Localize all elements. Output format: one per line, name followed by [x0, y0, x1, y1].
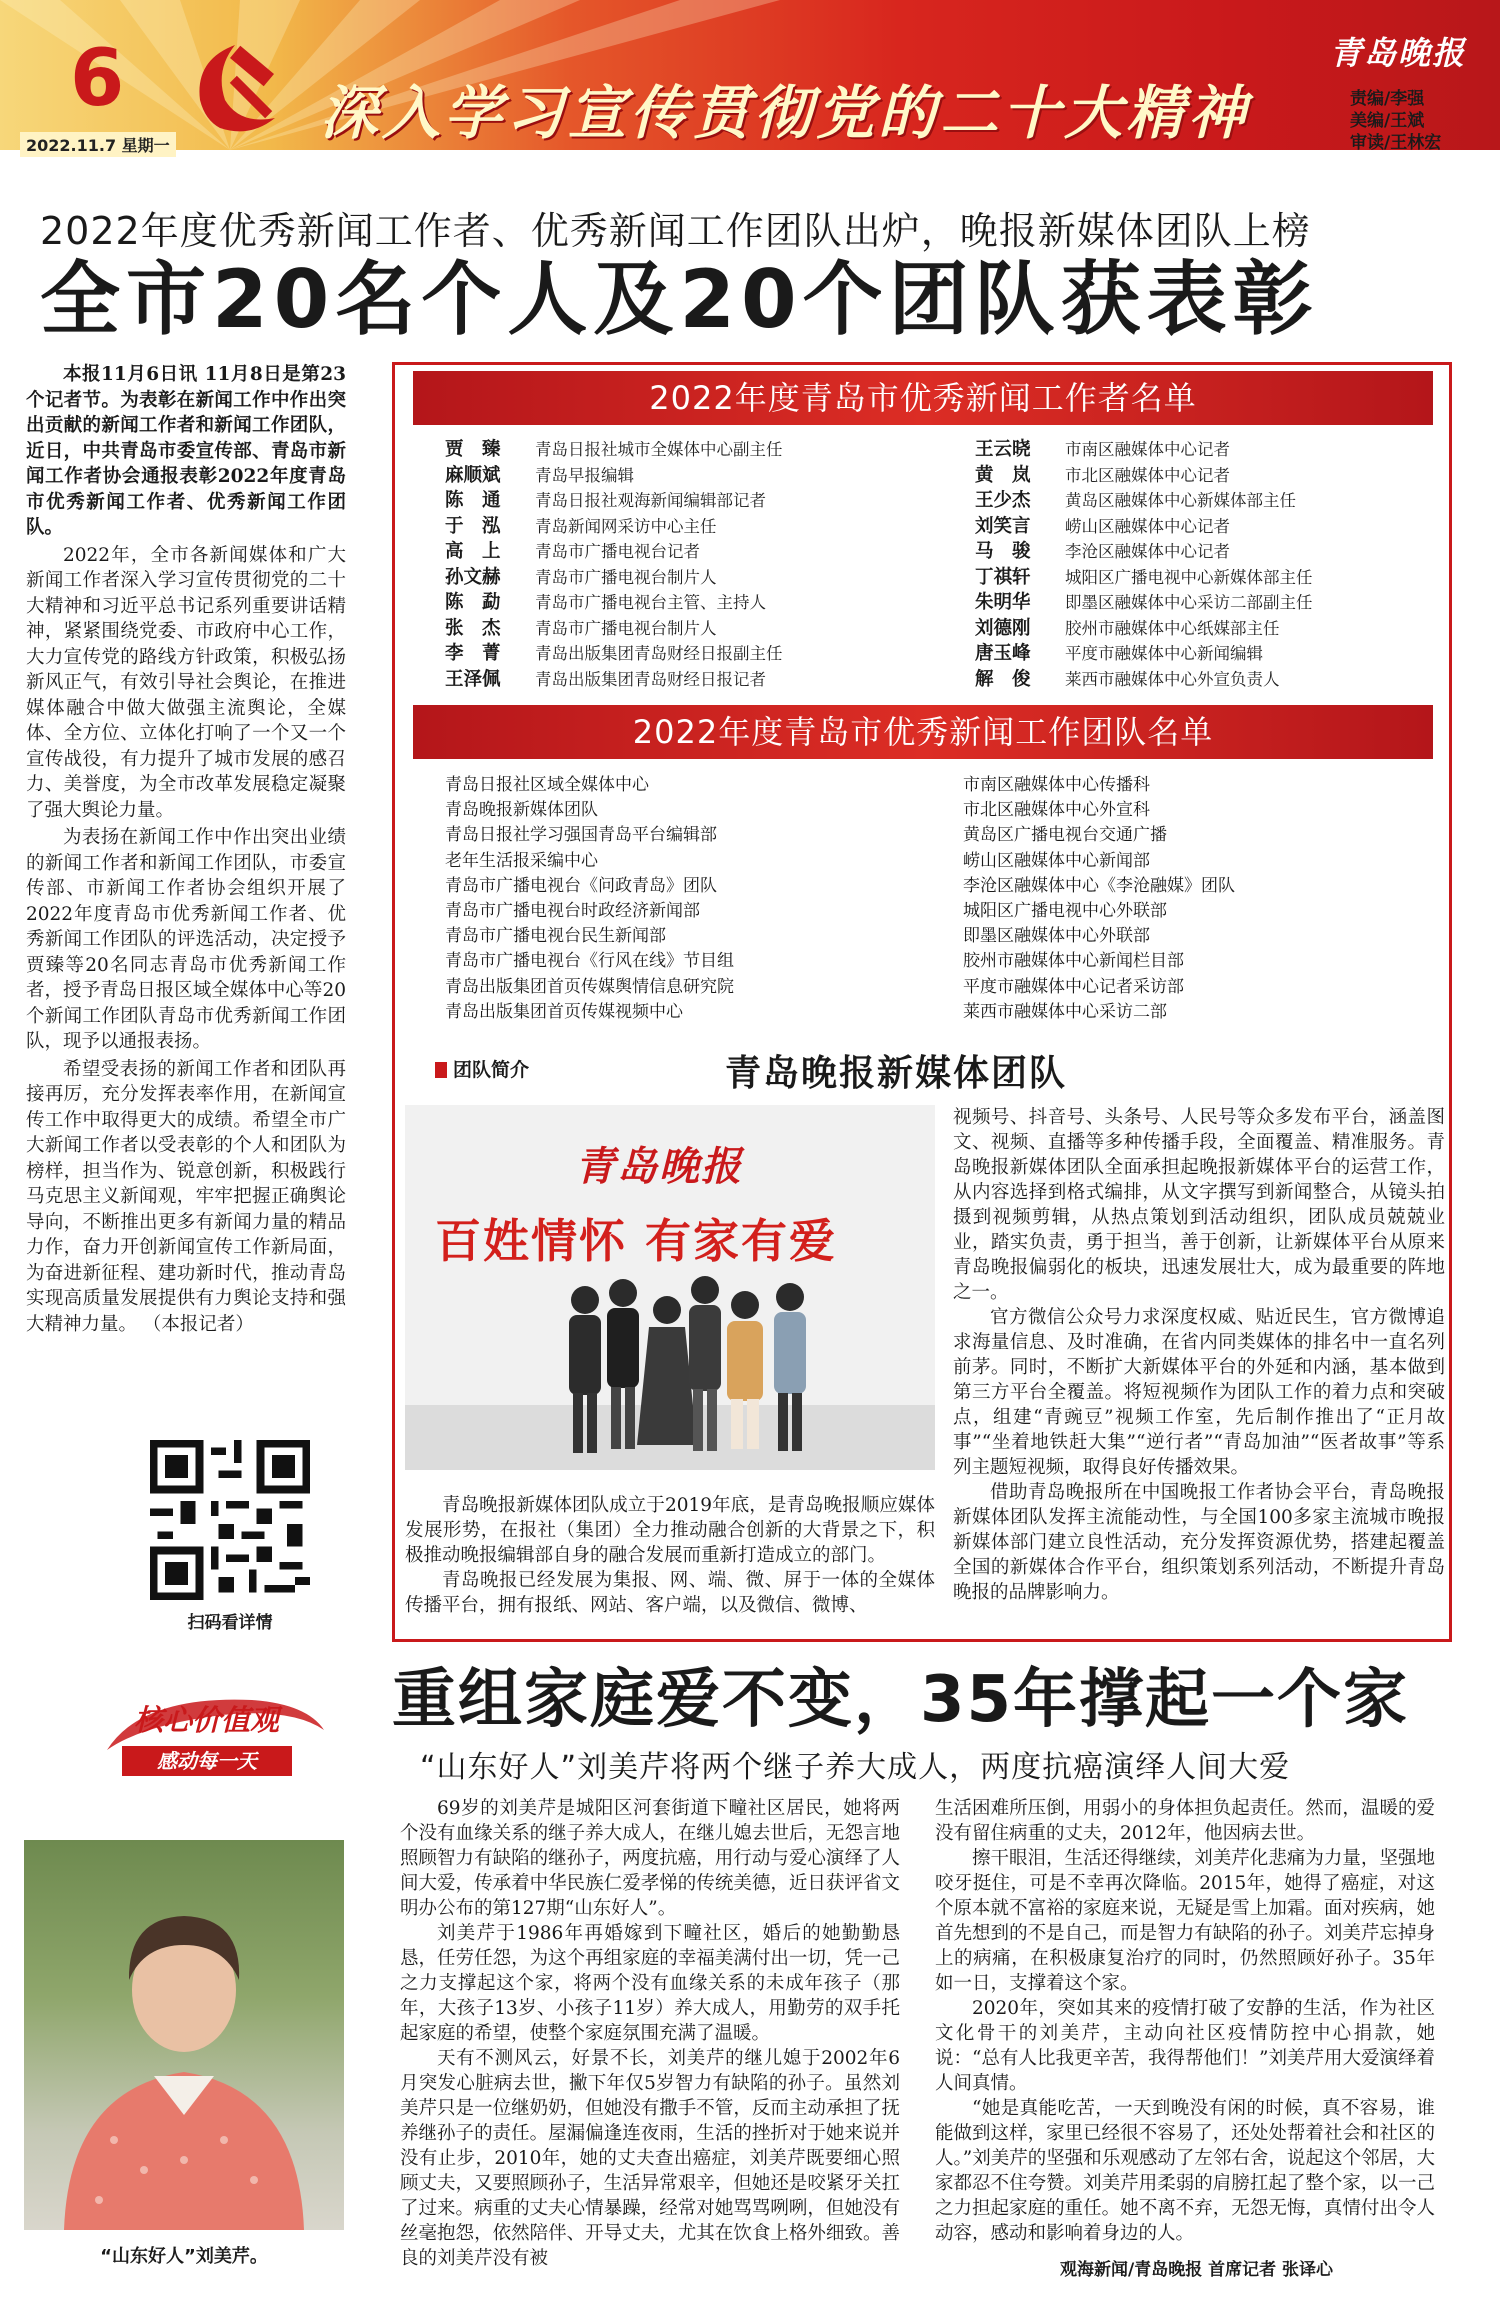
- honoree-org: 青岛市广播电视台记者: [535, 542, 700, 561]
- badge-subtitle: 感动每一天: [122, 1746, 292, 1776]
- qr-caption: 扫码看详情: [187, 1613, 273, 1633]
- honoree-name: 黄 岚: [975, 464, 1031, 486]
- list-item: [975, 616, 1455, 642]
- article-paragraph: 视频号、抖音号、头条号、人民号等众多发布平台，涵盖图文、视频、直播等多种传播手段，全面覆盖、精准服务。青岛晚报新媒体团队全面承担起晚报新媒体平台的运营工作，从内容选择到格式编排，从文字撰写到新闻整合，从镜头拍摄到视频剪辑，从热点策划到活动组织，团队成员兢兢业业，踏实负责，勇于担当，善于创新，让新媒体平台从原来青岛晚报偏弱化的板块，迅速发展壮大，成为最重要的阵地之一。: [953, 1107, 1445, 1303]
- list-item: 莱西市融媒体中心采访二部: [963, 1001, 1167, 1022]
- list-title-teams: 2022年度青岛市优秀新闻工作团队名单: [413, 705, 1433, 759]
- list-item: 青岛市广播电视台时政经济新闻部: [445, 900, 700, 921]
- team-photo: [405, 1105, 935, 1470]
- portrait-photo: [24, 1840, 344, 2230]
- article-paragraph: 借助青岛晚报所在中国晚报工作者协会平台，青岛晚报新媒体团队发挥主流能动性，与全国100多家主流城市晚报新媒体部门建立良性活动，充分发挥资源优势，搭建起覆盖全国的新媒体合作平台，组织策划系列活动，不断提升青岛晚报的品牌影响力。: [953, 1482, 1445, 1603]
- honoree-org: 青岛市广播电视台制片人: [535, 618, 717, 638]
- honoree-name: 丁祺轩: [975, 566, 1031, 588]
- article-paragraph: 生活困难所压倒，用弱小的身体担负起责任。然而，温暖的爱没有留住病重的丈夫，2012年，他因病去世。: [935, 1798, 1435, 1844]
- individuals-list-left: [445, 437, 925, 692]
- honors-box: [392, 362, 1452, 1642]
- team-intro-tag: 团队简介: [435, 1055, 529, 1082]
- list-item: 即墨区融媒体中心外联部: [963, 926, 1150, 947]
- honoree-org: 城阳区广播电视中心新媒体部主任: [1065, 567, 1313, 587]
- editor-line: 责编/李强: [1350, 89, 1425, 109]
- list-item: [975, 565, 1455, 591]
- list-item: [445, 667, 925, 693]
- honoree-name: 于 泓: [445, 515, 501, 537]
- article-paragraph: 本报11月6日讯 11月8日是第23个记者节。为表彰在新闻工作中作出突出贡献的新闻工作者和新闻工作团队，近日，中共青岛市委宣传部、青岛市新闻工作者协会通报表彰2022年度青岛市优秀新闻工作者、优秀新闻工作团队。: [26, 364, 346, 538]
- list-item: 胶州市融媒体中心新闻栏目部: [963, 951, 1184, 972]
- list-item: [975, 488, 1455, 514]
- page-header: [0, 0, 1500, 150]
- list-item: [445, 539, 925, 565]
- honoree-name: 刘笑言: [975, 515, 1031, 537]
- list-item: [975, 514, 1455, 540]
- list-item: [445, 590, 925, 616]
- honoree-org: 市北区融媒体中心记者: [1065, 465, 1230, 485]
- story-subheadline: “山东好人”刘美芹将两个继子养大成人，两度抗癌演绎人间大爱: [420, 1750, 1291, 1785]
- honoree-org: 黄岛区融媒体中心新媒体部主任: [1065, 491, 1296, 510]
- article-paragraph: “她是真能吃苦，一天到晚没有闲的时候，真不容易，谁能做到这样，家里已经很不容易了，还处处帮着社会和社区的人。”刘美芹的坚强和乐观感动了左邻右舍，说起这个邻居，大家都忍不住夸赞。刘美芹用柔弱的肩膀扛起了整个家，以一己之力担起家庭的重任。她不离不弃，无怨无悔，真情付出令人动容，感动和影响着身边的人。: [935, 2098, 1435, 2244]
- honoree-org: 平度市融媒体中心新闻编辑: [1065, 644, 1263, 663]
- article-paragraph: 为表扬在新闻工作中作出突出业绩的新闻工作者和新闻工作团队，市委宣传部、市新闻工作者协会组织开展了2022年度青岛市优秀新闻工作者、优秀新闻工作团队的评选活动，决定授予贾臻等20名同志青岛市优秀新闻工作者，授予青岛日报区域全媒体中心等20个新闻工作团队青岛市优秀新闻工作团队，现予以通报表扬。: [26, 827, 346, 1052]
- list-item: 青岛晚报新媒体团队: [445, 800, 598, 821]
- list-item: 青岛出版集团首页传媒视频中心: [445, 1001, 683, 1022]
- list-title-individuals: 2022年度青岛市优秀新闻工作者名单: [413, 371, 1433, 425]
- list-item: [975, 667, 1455, 693]
- list-item: 青岛日报社区域全媒体中心: [445, 775, 649, 795]
- honoree-org: 胶州市融媒体中心纸媒部主任: [1065, 618, 1280, 638]
- list-item: 市南区融媒体中心传播科: [963, 775, 1150, 795]
- list-item: [445, 463, 925, 489]
- article-paragraph: 希望受表扬的新闻工作者和团队再接再厉，充分发挥表率作用，在新闻宣传工作中取得更大的成绩。希望全市广大新闻工作者以受表彰的个人和团队为榜样，担当作为、锐意创新，积极践行马克思主义新闻观，牢牢把握正确舆论导向，不断推出更多有新闻力量的精品力作，奋力开创新闻宣传工作新局面，为奋进新征程、建功新时代，推动青岛实现高质量发展提供有力舆论支持和强大精神力量。 （本报记者）: [26, 1058, 346, 1335]
- honoree-name: 高 上: [445, 541, 501, 562]
- story-byline: 观海新闻/青岛晚报 首席记者 张译心: [1060, 2260, 1334, 2280]
- list-item: 李沧区融媒体中心《李沧融媒》团队: [963, 875, 1235, 896]
- honoree-org: 崂山区融媒体中心记者: [1065, 516, 1230, 536]
- badge-title: 核心价值观: [134, 1703, 280, 1737]
- portrait-figure: [24, 1840, 344, 2230]
- header-banner: 深入学习宣传贯彻党的二十大精神: [320, 79, 1251, 147]
- honoree-name: 陈 通: [445, 490, 501, 511]
- list-item: [445, 488, 925, 514]
- honoree-org: 青岛出版集团青岛财经日报记者: [535, 669, 766, 689]
- article-paragraph: 2020年，突如其来的疫情打破了安静的生活，作为社区文化骨干的刘美芹，主动向社区疫情防控中心捐款，她说：“总有人比我更辛苦，我得帮他们！”刘美芹用大爱演绎着人间真情。: [935, 1998, 1435, 2094]
- article-paragraph: 官方微信公众号力求深度权威、贴近民生，官方微博追求海量信息、及时准确，在省内同类媒体的排名中一直名列前茅。同时，不断扩大新媒体平台的外延和内涵，基本做到第三方平台全覆盖。将短视频作为团队工作的着力点和突破点，组建“青豌豆”视频工作室，先后制作推出了“正月故事”“坐着地铁赶大集”“逆行者”“青岛加油”“医者故事”等系列主题短视频，取得良好传播效果。: [953, 1307, 1445, 1478]
- issue-date: 2022.11.7 星期一: [20, 132, 176, 157]
- list-item: 青岛市广播电视台《问政青岛》团队: [445, 875, 717, 896]
- teams-list-right: [963, 773, 1443, 1025]
- list-item: [445, 437, 925, 463]
- honoree-org: 李沧区融媒体中心记者: [1065, 542, 1230, 561]
- honoree-name: 马 骏: [975, 541, 1031, 562]
- article-paragraph: 青岛晚报已经发展为集报、网、端、微、屏于一体的全媒体传播平台，拥有报纸、网站、客户端，以及微信、微博、: [405, 1570, 935, 1616]
- honoree-name: 贾 臻: [445, 439, 501, 460]
- list-item: 市北区融媒体中心外宣科: [963, 800, 1150, 821]
- list-item: [975, 463, 1455, 489]
- list-item: 平度市融媒体中心记者采访部: [963, 976, 1184, 997]
- teams-list-left: [445, 773, 925, 1025]
- list-item: 崂山区融媒体中心新闻部: [963, 850, 1150, 871]
- honoree-name: 陈 勐: [445, 592, 501, 613]
- honoree-name: 唐玉峰: [975, 643, 1031, 664]
- list-item: [975, 437, 1455, 463]
- honoree-org: 青岛新闻网采访中心主任: [535, 516, 717, 536]
- honoree-org: 青岛出版集团青岛财经日报副主任: [535, 644, 783, 663]
- honoree-org: 市南区融媒体中心记者: [1065, 440, 1230, 459]
- honoree-org: 青岛日报社城市全媒体中心副主任: [535, 440, 783, 459]
- list-item: [445, 641, 925, 667]
- honoree-org: 青岛市广播电视台主管、主持人: [535, 593, 766, 612]
- hammer-sickle-icon: [180, 30, 300, 140]
- list-item: [445, 565, 925, 591]
- article-paragraph: 69岁的刘美芹是城阳区河套街道下疃社区居民，她将两个没有血缘关系的继子养大成人，在继儿媳去世后，无怨言地照顾智力有缺陷的继孙子，两度抗癌，用行动与爱心演绎了人间大爱，传承着中华民族仁爱孝悌的传统美德，近日获评省文明办公布的第127期“山东好人”。: [400, 1798, 900, 1919]
- honoree-org: 即墨区融媒体中心采访二部副主任: [1065, 593, 1313, 612]
- list-item: [445, 616, 925, 642]
- honoree-name: 张 杰: [445, 617, 501, 639]
- page-number: 6: [70, 34, 125, 124]
- editor-line: 审读/王林宏: [1350, 133, 1442, 150]
- story-headline: 重组家庭爱不变，35年撑起一个家: [392, 1663, 1410, 1737]
- honoree-org: 青岛早报编辑: [535, 465, 634, 485]
- story-column-a: [400, 1796, 900, 2271]
- article-paragraph: 2022年，全市各新闻媒体和广大新闻工作者深入学习宣传贯彻党的二十大精神和习近平总书记系列重要讲话精神，紧紧围绕党委、市政府中心工作，大力宣传党的路线方针政策，积极弘扬新风正气，有效引导社会舆论，在推进媒体融合中做大做强主流舆论，全媒体、全方位、立体化打响了一个又一个宣传战役，有力提升了城市发展的感召力、美誉度，为全市改革发展稳定凝聚了强大舆论力量。: [26, 544, 346, 821]
- list-item: 城阳区广播电视中心外联部: [963, 900, 1167, 921]
- honoree-name: 麻顺斌: [445, 464, 501, 486]
- editor-line: 美编/王斌: [1350, 111, 1425, 131]
- honoree-name: 李 菁: [445, 643, 501, 664]
- core-values-badge: [102, 1690, 332, 1782]
- list-item: 老年生活报采编中心: [445, 850, 598, 871]
- list-item: [445, 514, 925, 540]
- list-item: 黄岛区广播电视台交通广播: [963, 825, 1167, 846]
- team-intro-text-a: [405, 1493, 935, 1618]
- newspaper-masthead: 青岛晚报: [1330, 34, 1467, 72]
- honoree-name: 孙文赫: [445, 566, 501, 588]
- story-column-b: [935, 1796, 1435, 2246]
- list-item: 青岛市广播电视台《行风在线》节目组: [445, 951, 734, 972]
- honoree-name: 刘德刚: [975, 617, 1031, 639]
- honoree-name: 王少杰: [975, 490, 1031, 511]
- honoree-org: 莱西市融媒体中心外宣负责人: [1065, 669, 1280, 689]
- sub-headline: 2022年度优秀新闻工作者、优秀新闻工作团队出炉，晚报新媒体团队上榜: [40, 209, 1311, 253]
- honoree-name: 解 俊: [975, 668, 1031, 690]
- qr-block[interactable]: [150, 1440, 310, 1633]
- list-item: 青岛市广播电视台民生新闻部: [445, 926, 666, 947]
- photo-slogan: 百姓情怀 有家有爱: [435, 1214, 838, 1268]
- team-intro-title: 青岛晚报新媒体团队: [725, 1053, 1068, 1094]
- article-paragraph: 刘美芹于1986年再婚嫁到下疃社区，婚后的她勤勤恳恳，任劳任怨，为这个再组家庭的幸福美满付出一切，凭一己之力支撑起这个家，将两个没有血缘关系的未成年孩子（那年，大孩子13岁、小孩子11岁）养大成人，用勤劳的双手托起家庭的希望，使整个家庭氛围充满了温暖。: [400, 1923, 900, 2044]
- honoree-name: 朱明华: [975, 592, 1031, 613]
- list-item: 青岛日报社学习强国青岛平台编辑部: [445, 825, 717, 846]
- team-intro-text-b: [935, 1105, 1445, 1605]
- honoree-name: 王云晓: [975, 439, 1031, 460]
- honoree-org: 青岛市广播电视台制片人: [535, 567, 717, 587]
- portrait-caption: “山东好人”刘美芹。: [100, 2246, 268, 2267]
- list-item: 青岛出版集团首页传媒舆情信息研究院: [445, 976, 734, 997]
- article-paragraph: 青岛晚报新媒体团队成立于2019年底，是青岛晚报顺应媒体发展形势，在报社（集团）全力推动融合创新的大背景之下，积极推动晚报编辑部自身的融合发展而重新打造成立的部门。: [405, 1495, 935, 1566]
- list-item: [975, 590, 1455, 616]
- individuals-list-right: [975, 437, 1455, 692]
- list-item: [975, 539, 1455, 565]
- qr-code-icon[interactable]: [150, 1440, 310, 1600]
- list-item: [975, 641, 1455, 667]
- honoree-org: 青岛日报社观海新闻编辑部记者: [535, 491, 766, 510]
- main-headline: 全市20名个人及20个团队获表彰: [40, 253, 1319, 346]
- lead-article: [26, 362, 346, 1339]
- honoree-name: 王泽佩: [445, 668, 501, 690]
- article-paragraph: 擦干眼泪，生活还得继续，刘美芹化悲痛为力量，坚强地咬牙挺住，可是不幸再次降临。2015年，她得了癌症，对这个原本就不富裕的家庭来说，无疑是雪上加霜。面对疾病，她首先想到的不是自己，而是智力有缺陷的孙子。刘美芹忘掉身上的病痛，在积极康复治疗的同时，仍然照顾好孙子。35年如一日，支撑着这个家。: [935, 1848, 1435, 1994]
- photo-masthead-logo: 青岛晚报: [575, 1143, 743, 1190]
- editor-credits: [1350, 88, 1441, 150]
- article-paragraph: 天有不测风云，好景不长，刘美芹的继儿媳于2002年6月突发心脏病去世，撇下年仅5岁智力有缺陷的孙子。虽然刘美芹只是一位继奶奶，但她没有撒手不管，反而主动承担了抚养继孙子的责任。屋漏偏逢连夜雨，生活的挫折对于她来说并没有止步，2010年，她的丈夫查出癌症，刘美芹既要细心照顾丈夫，又要照顾孙子，生活异常艰辛，但她还是咬紧牙关扛了过来。病重的丈夫心情暴躁，经常对她骂骂咧咧，但她没有丝毫抱怨，依然陪伴、开导丈夫，尤其在饮食上格外细致。善良的刘美芹没有被: [400, 2048, 900, 2269]
